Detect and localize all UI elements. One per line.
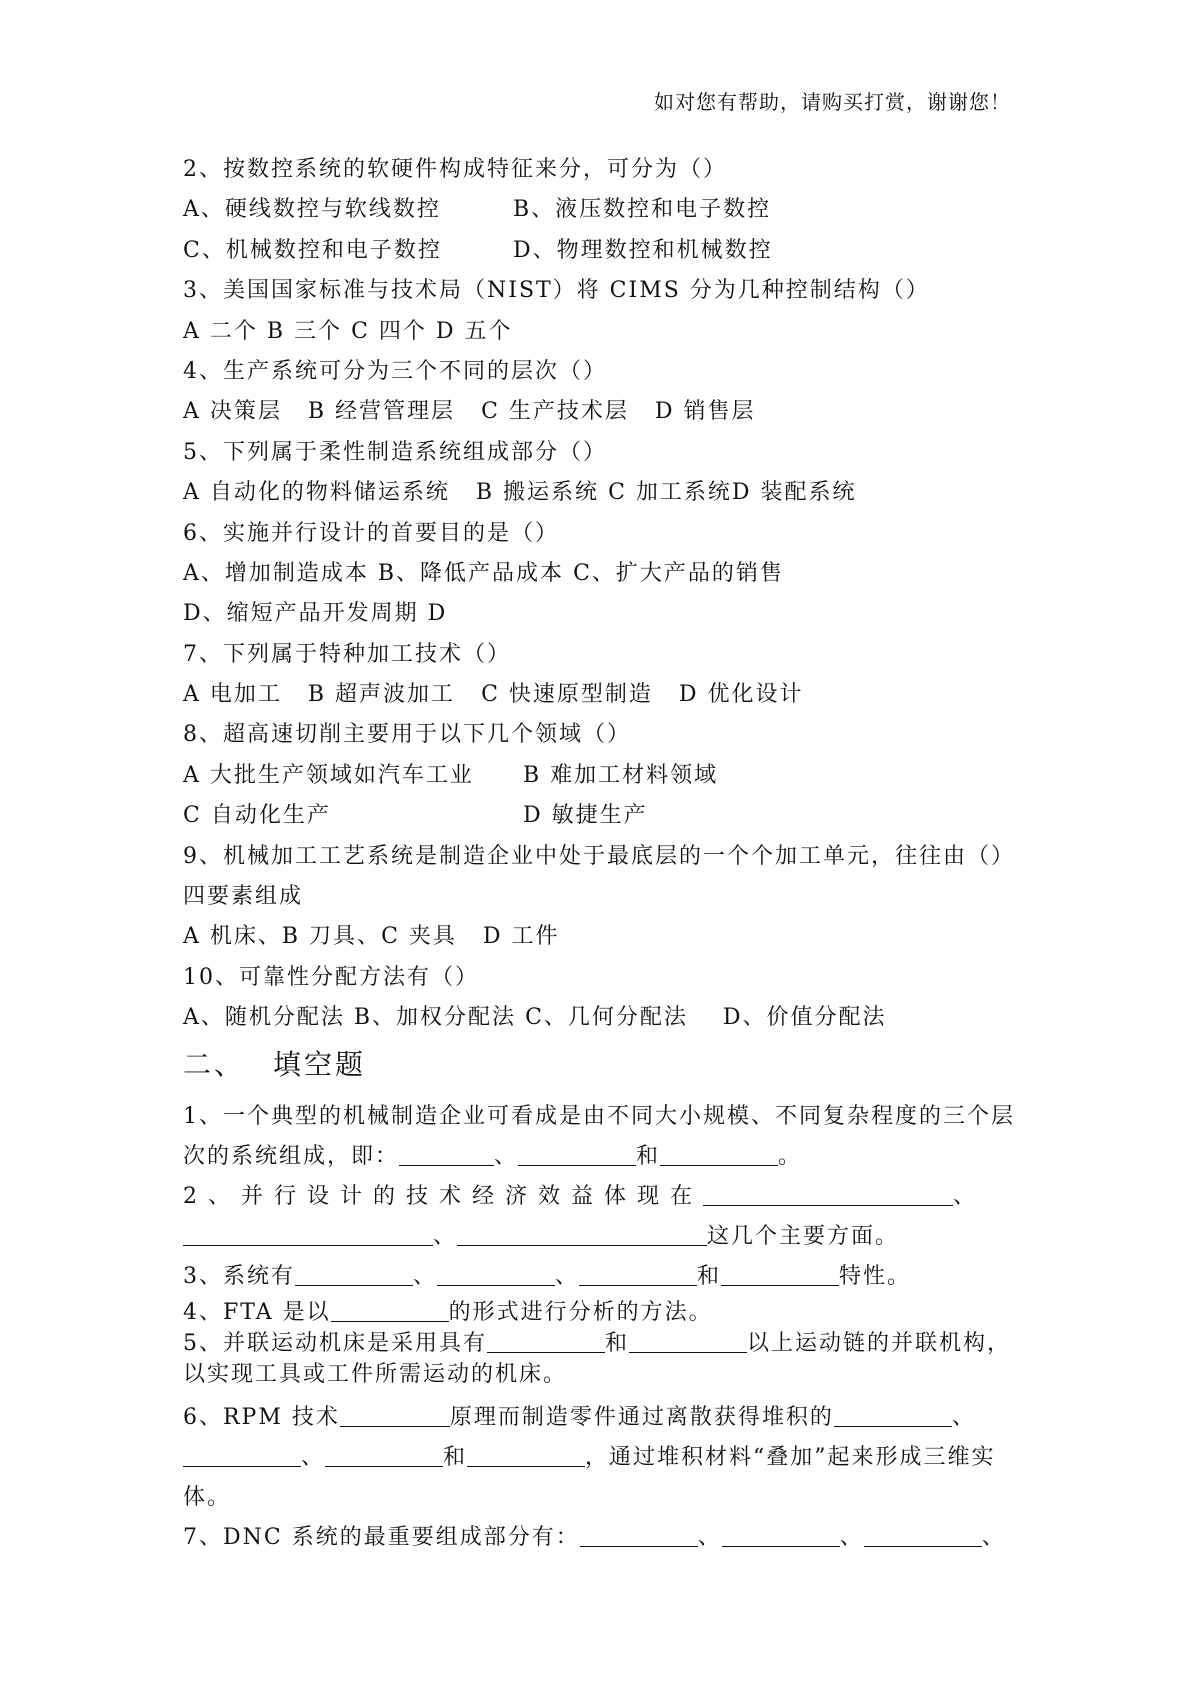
option-b: B 经营管理层 bbox=[307, 399, 456, 425]
option-b: B、液压数控和电子数控 bbox=[513, 197, 772, 223]
option-a: A、增加制造成本 bbox=[183, 560, 369, 586]
fill-question-3: 3、系统有 、 、 和 特性。 bbox=[183, 1263, 912, 1289]
answer-blank[interactable] bbox=[331, 1301, 449, 1322]
fill-question-4: 4、FTA 是以 的形式进行分析的方法。 bbox=[183, 1299, 713, 1325]
options-row bbox=[183, 917, 1013, 957]
answer-blank[interactable] bbox=[467, 1446, 585, 1467]
options-row bbox=[183, 554, 1013, 594]
options-row bbox=[183, 675, 1013, 715]
option-c: C 夹具 bbox=[381, 924, 457, 950]
fill-question-5-continued: 以实现工具或工件所需运动的机床。 bbox=[183, 1361, 568, 1387]
fill-question-2: 2、并行设计的技术经济效益体现在 、 bbox=[183, 1183, 978, 1209]
option-d: D、缩短产品开发周期 D bbox=[183, 601, 448, 627]
answer-blank[interactable] bbox=[183, 1446, 301, 1467]
exam-content bbox=[183, 150, 1013, 1558]
options-row bbox=[183, 796, 1013, 836]
fill-question-6-end: 体。 bbox=[183, 1484, 232, 1510]
option-a: A 自动化的物料储运系统 bbox=[183, 480, 450, 506]
options-row bbox=[183, 756, 1013, 796]
answer-blank[interactable] bbox=[487, 1332, 605, 1353]
option-a: A 二个 bbox=[183, 318, 258, 344]
question-2: 2、按数控系统的软硬件构成特征来分，可分为（） bbox=[183, 157, 727, 182]
options-row bbox=[183, 998, 1013, 1038]
option-a: A、硬线数控与软线数控 bbox=[183, 197, 441, 223]
answer-blank[interactable] bbox=[325, 1446, 443, 1467]
answer-blank[interactable] bbox=[340, 1406, 450, 1427]
options-row bbox=[183, 473, 1013, 513]
fill-question-7: 7、DNC 系统的最重要组成部分有： 、 、 、 bbox=[183, 1524, 1006, 1550]
option-d: D 装配系统 bbox=[731, 480, 857, 506]
option-b: B 三个 bbox=[266, 318, 343, 344]
answer-blank[interactable] bbox=[437, 1265, 555, 1286]
question-10: 10、可靠性分配方法有（） bbox=[183, 964, 479, 990]
option-a: A、随机分配法 bbox=[183, 1005, 345, 1031]
question-8: 8、超高速切削主要用于以下几个领域（） bbox=[183, 722, 631, 748]
options-row bbox=[183, 392, 1013, 432]
answer-blank[interactable] bbox=[660, 1145, 778, 1166]
fill-question-6: 6、RPM 技术 原理而制造零件通过离散获得堆积的 、 bbox=[183, 1404, 976, 1430]
header-note: 如对您有帮助，请购买打赏，谢谢您！ bbox=[654, 90, 1011, 114]
section-number: 二、 bbox=[183, 1047, 246, 1081]
option-c: C、几何分配法 bbox=[525, 1005, 688, 1031]
answer-blank[interactable] bbox=[518, 1145, 636, 1166]
answer-blank[interactable] bbox=[295, 1265, 413, 1286]
options-row bbox=[183, 190, 1013, 230]
answer-blank[interactable] bbox=[722, 1526, 840, 1547]
question-3: 3、美国国家标准与技术局（NIST）将 CIMS 分为几种控制结构（） bbox=[183, 278, 930, 304]
option-a: A 电加工 bbox=[183, 682, 282, 708]
option-c: C 生产技术层 bbox=[481, 399, 629, 425]
question-7: 7、下列属于特种加工技术（） bbox=[183, 641, 511, 667]
answer-blank[interactable] bbox=[629, 1332, 747, 1353]
question-4: 4、生产系统可分为三个不同的层次（） bbox=[183, 358, 607, 384]
question-6: 6、实施并行设计的首要目的是（） bbox=[183, 520, 559, 546]
option-b: B 超声波加工 bbox=[307, 682, 456, 708]
option-d: D、物理数控和机械数控 bbox=[513, 237, 773, 263]
answer-blank[interactable] bbox=[183, 1225, 433, 1246]
option-b: B、降低产品成本 bbox=[377, 560, 565, 586]
option-a: A 机床、 bbox=[183, 924, 282, 950]
option-c: C 自动化生产 bbox=[183, 803, 331, 829]
option-a: A 决策层 bbox=[183, 399, 282, 425]
option-c: C 加工系统 bbox=[608, 480, 732, 506]
option-a: A 大批生产领域如汽车工业 bbox=[183, 762, 474, 788]
option-b: B 难加工材料领域 bbox=[523, 762, 719, 788]
fill-question-2-continued: 、 这几个主要方面。 bbox=[183, 1217, 1013, 1257]
answer-blank[interactable] bbox=[703, 1185, 953, 1206]
section-heading bbox=[183, 1041, 1013, 1089]
options-row bbox=[183, 231, 1013, 271]
option-d: D、价值分配法 bbox=[722, 1005, 887, 1031]
fill-question-5: 5、并联运动机床是采用具有 和 以上运动链的并联机构， bbox=[183, 1330, 1012, 1356]
option-d: D 敏捷生产 bbox=[523, 803, 648, 829]
answer-blank[interactable] bbox=[721, 1265, 839, 1286]
question-5: 5、下列属于柔性制造系统组成部分（） bbox=[183, 439, 607, 465]
option-b: B 搬运系统 bbox=[475, 480, 600, 506]
options-row bbox=[183, 312, 1013, 352]
fill-question-1-continued: 次的系统组成，即： 、 和 。 bbox=[183, 1143, 803, 1169]
answer-blank[interactable] bbox=[457, 1225, 707, 1246]
option-b: B 刀具、 bbox=[281, 924, 382, 950]
option-c: C、扩大产品的销售 bbox=[573, 560, 784, 586]
option-d: D 销售层 bbox=[654, 399, 756, 425]
option-d: D 五个 bbox=[435, 318, 513, 344]
options-row bbox=[183, 594, 1013, 634]
option-c: C 快速原型制造 bbox=[481, 682, 653, 708]
answer-blank[interactable] bbox=[864, 1526, 982, 1547]
answer-blank[interactable] bbox=[580, 1526, 698, 1547]
answer-blank[interactable] bbox=[579, 1265, 697, 1286]
section-title: 填空题 bbox=[273, 1047, 367, 1081]
option-c: C、机械数控和电子数控 bbox=[183, 237, 442, 263]
fill-question-6-continued: 、 和 ，通过堆积材料“叠加”起来形成三维实 bbox=[183, 1438, 1013, 1478]
answer-blank[interactable] bbox=[399, 1145, 494, 1166]
option-d: D 优化设计 bbox=[678, 682, 804, 708]
answer-blank[interactable] bbox=[834, 1406, 952, 1427]
option-b: B、加权分配法 bbox=[353, 1005, 517, 1031]
option-c: C 四个 bbox=[351, 318, 427, 344]
question-9: 9、机械加工工艺系统是制造企业中处于最底层的一个个加工单元，往往由（） bbox=[183, 843, 1015, 869]
option-d: D 工件 bbox=[482, 924, 560, 950]
question-9-continued: 四要素组成 bbox=[183, 884, 304, 910]
fill-question-1: 1、一个典型的机械制造企业可看成是由不同大小规模、不同复杂程度的三个层 bbox=[183, 1103, 1015, 1129]
